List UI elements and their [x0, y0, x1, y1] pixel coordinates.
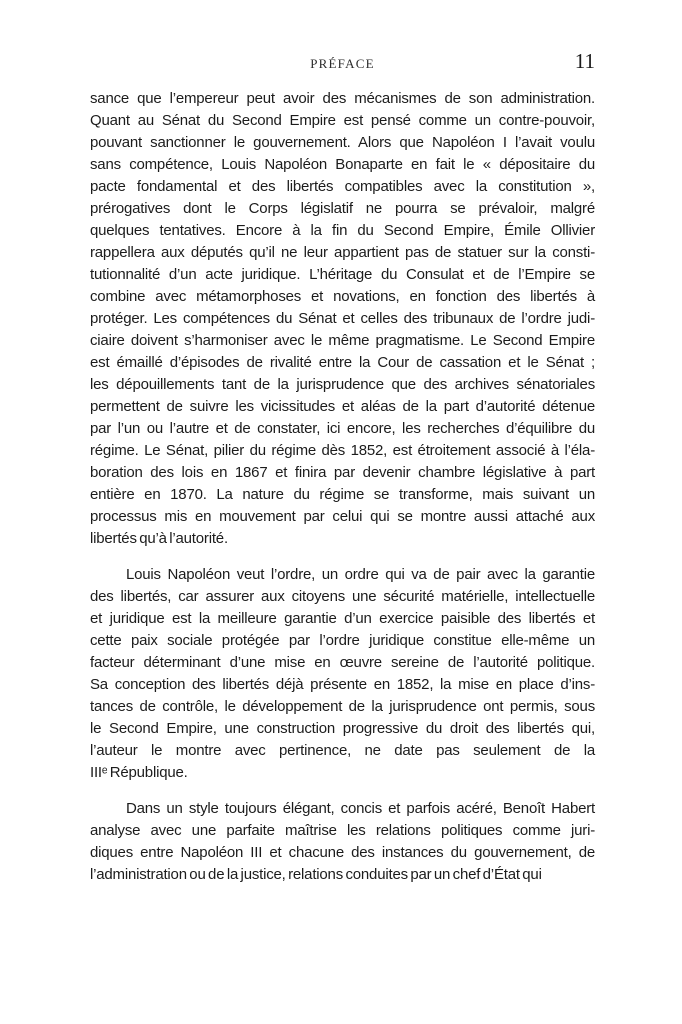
text-line: Quant au Sénat du Second Empire est pensé comme un contre-pouvoir,	[90, 112, 595, 129]
text-line: pouvant sanctionner le gouvernement. Alors que Napoléon I l’avait voulu	[90, 134, 595, 151]
text-line: pacte fondamental et des libertés compatibles avec la constitution »,	[90, 178, 595, 195]
text-line: Louis Napoléon veut l’ordre, un ordre qui va de pair avec la garantie	[126, 566, 595, 583]
text-line: quelques tentatives. Encore à la fin du Second Empire, Émile Ollivier	[90, 222, 595, 239]
text-line: est émaillé d’épisodes de rivalité entre la Cour de cassation et le Sénat ;	[90, 354, 595, 371]
text-line: Dans un style toujours élégant, concis et parfois acéré, Benoît Habert	[126, 800, 595, 817]
text-line: l’administration ou de la justice, relations conduites par un chef d’État qui	[90, 866, 542, 883]
text-line: et juridique est la meilleure garantie d’un exercice paisible des libertés et	[90, 610, 595, 627]
paragraph	[90, 88, 595, 550]
text-line: combine avec métamorphoses et novations, en fonction des libertés à	[90, 288, 595, 305]
text-line: les dépouillements tant de la jurisprudence que des archives sénatoriales	[90, 376, 595, 393]
text-line: libertés qu’à l’autorité.	[90, 530, 228, 547]
text-line: sance que l’empereur peut avoir des mécanismes de son administration.	[90, 90, 595, 107]
page-number: 11	[574, 49, 595, 73]
text-line: régime. Le Sénat, pilier du régime dès 1852, est étroitement associé à l’éla-	[90, 442, 595, 459]
text-line: protéger. Les compétences du Sénat et celles des tribunaux de l’ordre judi-	[90, 310, 595, 327]
text-line: boration des lois en 1867 et finira par devenir chambre législative à part	[90, 464, 595, 481]
text-line: diques entre Napoléon III et chacune des instances du gouvernement, de	[90, 844, 595, 861]
text-line: facteur déterminant d’une mise en œuvre sereine de l’autorité politique.	[90, 654, 595, 671]
text-line: rappellera aux députés qu’il ne leur appartient pas de statuer sur la consti-	[90, 244, 595, 261]
text-line: tances de contrôle, le développement de la jurisprudence ont permis, sous	[90, 698, 595, 715]
text-line: tutionnalité d’un acte juridique. L’héritage du Consulat et de l’Empire se	[90, 266, 595, 283]
text-line: par l’un ou l’autre et de constater, ici encore, les recherches d’équilibre du	[90, 420, 595, 437]
page-header	[90, 49, 595, 76]
paragraph	[90, 798, 595, 886]
text-line: le Second Empire, une construction progressive du droit des libertés qui,	[90, 720, 595, 737]
text-line: l’auteur le montre avec pertinence, ne date pas seulement de la	[90, 742, 595, 759]
text-line: processus mis en mouvement par celui qui se montre aussi attaché aux	[90, 508, 595, 525]
text-line: sans compétence, Louis Napoléon Bonaparte en fait le « dépositaire du	[90, 156, 595, 173]
text-line: cette paix sociale protégée par l’ordre juridique constitue elle-même un	[90, 632, 595, 649]
text-line: permettent de suivre les vicissitudes et aléas de la part d’autorité détenue	[90, 398, 595, 415]
text-line: analyse avec une parfaite maîtrise les relations politiques comme juri-	[90, 822, 595, 839]
text-line: IIIᵉ République.	[90, 764, 188, 781]
paragraph	[90, 564, 595, 784]
body-text	[90, 88, 595, 886]
text-line: entière en 1870. La nature du régime se transforme, mais suivant un	[90, 486, 595, 503]
text-line: Sa conception des libertés déjà présente en 1852, la mise en place d’ins-	[90, 676, 595, 693]
text-line: prérogatives dont le Corps législatif ne pourra se prévaloir, malgré	[90, 200, 595, 217]
text-line: des libertés, car assurer aux citoyens une sécurité matérielle, intellectuelle	[90, 588, 595, 605]
running-title: PRÉFACE	[310, 56, 375, 71]
text-line: ciaire doivent s’harmoniser avec le même pragmatisme. Le Second Empire	[90, 332, 595, 349]
